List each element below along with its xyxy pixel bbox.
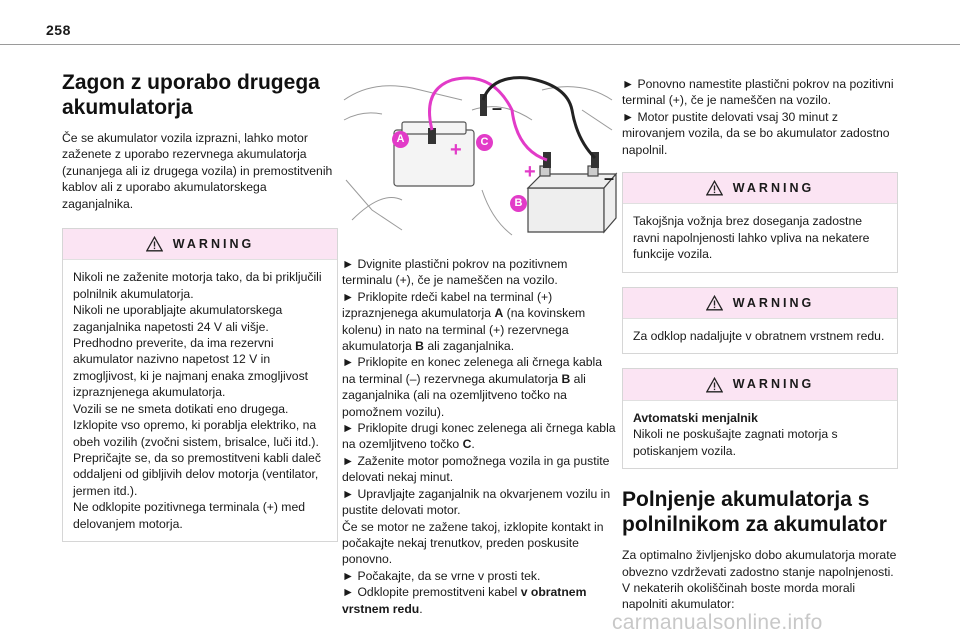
instruction-step: ► Motor pustite delovati vsaj 30 minut z mirovanjem vozila, da se bo akumulator zadostno napolnil. <box>622 109 890 157</box>
warning-text: Takojšnja vožnja brez doseganja zadostne ravni napolnjenosti lahko vpliva na nekatere funkcije vozila. <box>633 214 870 262</box>
minus-sign-c: – <box>492 98 503 118</box>
middle-column <box>342 70 618 617</box>
left-column <box>62 70 338 542</box>
warning-subtitle: Avtomatski menjalnik <box>633 410 758 425</box>
instruction-step: ► Dvignite plastični pokrov na pozitivnem terminalu (+), če je nameščen na vozilo. <box>342 257 568 288</box>
callout-a: A <box>392 131 409 148</box>
section-title: Polnjenje akumulatorja s polnilnikom za akumulator <box>622 488 887 537</box>
warning-header <box>623 173 897 203</box>
warning-header <box>623 288 897 318</box>
minus-sign-b: – <box>604 168 615 188</box>
warning-title: WARNING <box>172 237 255 252</box>
section-paragraph: V nekaterih okoliščinah boste morda morali napolniti akumulator: <box>622 580 856 612</box>
callout-c: C <box>476 134 493 151</box>
instruction-step: ► Priklopite en konec zelenega ali črnega kabla na terminal (–) rezervnega akumulatorja B ali zaganjalnika (ali na ozemljitveno točko na pomožnem vozilu). <box>342 355 603 419</box>
warning-body <box>623 318 897 353</box>
instruction-step: ► Upravljajte zaganjalnik na okvarjenem vozilu in pustite delovati motor. <box>342 486 611 518</box>
warning-body <box>63 259 337 541</box>
warning-body <box>623 203 897 271</box>
section-title: Zagon z uporabo drugega akumulatorja <box>62 71 320 119</box>
instruction-step: ► Priklopite rdeči kabel na terminal (+) izpraznjenega akumulatorja A (na kovinskem kolenu) in nato na terminal (+) rezervnega akumulatorja B ali zaganjalnika. <box>342 289 586 354</box>
header-rule <box>0 44 960 45</box>
warning-box <box>622 172 898 273</box>
watermark: carmanualsonline.info <box>612 611 823 634</box>
instruction-step: ► Počakajte, da se vrne v prosti tek. <box>342 568 541 583</box>
warning-header <box>63 229 337 259</box>
warning-triangle-icon <box>706 377 723 393</box>
section-paragraph: Za optimalno življenjsko dobo akumulatorja morate obvezno vzdrževati zadostno stanje napolnjenosti. <box>622 548 897 579</box>
instruction-step: ► Priklopite drugi konec zelenega ali črnega kabla na ozemljitveno točko C. <box>342 421 616 452</box>
plus-sign-b: + <box>524 161 536 183</box>
warning-triangle-icon <box>706 295 723 311</box>
warning-triangle-icon <box>146 236 163 252</box>
plus-sign-a: + <box>450 139 462 161</box>
warning-title: WARNING <box>732 181 815 196</box>
warning-body <box>623 400 897 468</box>
warning-line: Prepričajte se, da so premostitveni kabli daleč oddaljeni od gibljivih delov motorja (ventilator, jermen itd.). <box>73 450 321 498</box>
warning-box <box>62 228 338 542</box>
warning-line: Izklopite vso opremo, ki porablja elektriko, na obeh vozilih (zvočni sistem, brisalce, luči itd.). <box>73 418 319 449</box>
warning-title: WARNING <box>732 377 815 392</box>
instruction-note: Če se motor ne zažene takoj, izklopite kontakt in počakajte nekaj trenutkov, preden poskusite ponovno. <box>342 519 604 567</box>
instruction-step: ► Ponovno namestite plastični pokrov na pozitivni terminal (+), če je nameščen na vozilo. <box>622 77 894 108</box>
warning-text: Za odklop nadaljujte v obratnem vrstnem redu. <box>633 329 885 344</box>
jump-start-illustration <box>342 70 618 240</box>
warning-line: Vozili se ne smeta dotikati eno drugega. <box>73 401 289 416</box>
warning-header <box>623 369 897 399</box>
callout-b: B <box>510 195 527 212</box>
warning-line: Nikoli ne uporabljajte akumulatorskega zaganjalnika napetosti 24 V ali višje. <box>73 303 283 334</box>
instruction-step: ► Odklopite premostitveni kabel v obratnem vrstnem redu. <box>342 585 587 616</box>
warning-line: Predhodno preverite, da ima rezervni akumulator nazivno napetost 12 V in zmogljivost, ki je najmanj enaka zmogljivost izpraznjenega akumulatorja. <box>73 336 309 400</box>
warning-line: Ne odklopite pozitivnega terminala (+) med delovanjem motorja. <box>73 500 306 531</box>
page-number: 258 <box>46 22 71 38</box>
battery-cables-illustration <box>342 70 618 240</box>
warning-line: Nikoli ne zaženite motorja tako, da bi priključili polnilnik akumulatorja. <box>73 270 322 301</box>
warning-title: WARNING <box>732 295 815 310</box>
intro-paragraph: Če se akumulator vozila izprazni, lahko motor zaženete z uporabo rezervnega akumulatorja (zunanjega ali iz drugega vozila) in premostitvenih kablov ali z uporabo akumulatorskega zaganjalnika. <box>62 131 333 211</box>
warning-triangle-icon <box>706 180 723 196</box>
warning-box <box>622 368 898 469</box>
warning-text: Nikoli ne poskušajte zagnati motorja s potiskanjem vozila. <box>633 427 838 458</box>
right-column <box>622 76 898 613</box>
instruction-step: ► Zaženite motor pomožnega vozila in ga pustite delovati nekaj minut. <box>342 453 610 485</box>
warning-box <box>622 287 898 355</box>
